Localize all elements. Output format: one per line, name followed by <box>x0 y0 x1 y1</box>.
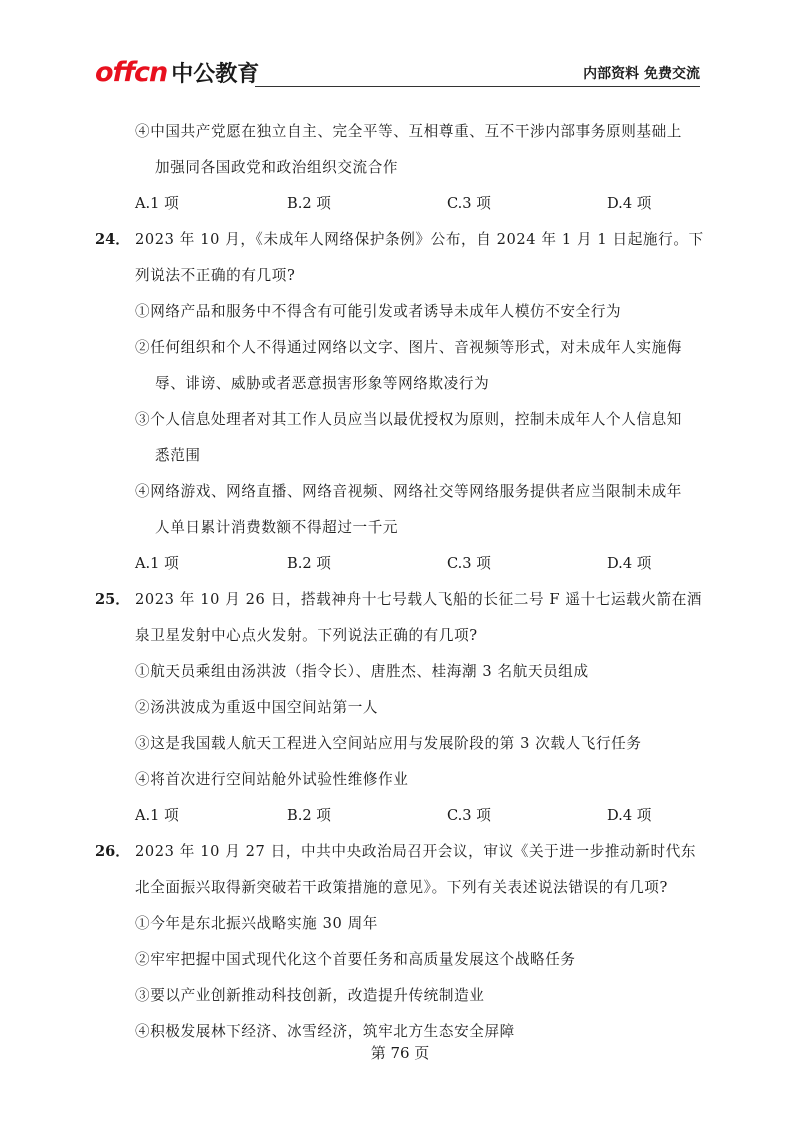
q26-number: 26． <box>95 843 130 860</box>
q24-item3-line2: 悉范围 <box>155 447 201 464</box>
offcn-logo <box>95 58 259 90</box>
q23-option-b: B.2 项 <box>287 195 331 212</box>
q24-option-c: C.3 项 <box>447 555 491 572</box>
q25-item3: ③这是我国载人航天工程进入空间站应用与发展阶段的第 3 次载人飞行任务 <box>135 735 642 752</box>
q24-option-a: A.1 项 <box>135 555 179 572</box>
q26-stem-line1: 2023 年 10 月 27 日，中共中央政治局召开会议，审议《关于进一步推动新时代东 <box>135 843 697 860</box>
q24-item3-line1: ③个人信息处理者对其工作人员应当以最优授权为原则，控制未成年人个人信息知 <box>135 411 682 428</box>
q26-item4: ④积极发展林下经济、冰雪经济，筑牢北方生态安全屏障 <box>135 1023 515 1040</box>
q25-item2: ②汤洪波成为重返中国空间站第一人 <box>135 699 379 716</box>
q26-item1: ①今年是东北振兴战略实施 30 周年 <box>135 915 378 932</box>
header-rule <box>255 86 700 87</box>
q25-stem-line2: 泉卫星发射中心点火发射。下列说法正确的有几项? <box>135 627 478 644</box>
page-number: 第 76 页 <box>370 1044 430 1062</box>
q25-option-b: B.2 项 <box>287 807 331 824</box>
q24-item4-line1: ④网络游戏、网络直播、网络音视频、网络社交等网络服务提供者应当限制未成年 <box>135 483 682 500</box>
q26-item3: ③要以产业创新推动科技创新，改造提升传统制造业 <box>135 987 485 1004</box>
q24-item2-line1: ②任何组织和个人不得通过网络以文字、图片、音视频等形式，对未成年人实施侮 <box>135 339 682 356</box>
q26-stem-line2: 北全面振兴取得新突破若干政策措施的意见》。下列有关表述说法错误的有几项? <box>135 879 668 896</box>
q25-option-d: D.4 项 <box>607 807 652 824</box>
q24-item4-line2: 人单日累计消费数额不得超过一千元 <box>155 519 399 536</box>
page-header <box>95 58 700 88</box>
q23-option-c: C.3 项 <box>447 195 491 212</box>
q25-number: 25． <box>95 591 130 608</box>
q24-stem-line2: 列说法不正确的有几项? <box>135 267 296 284</box>
q24-stem-line1: 2023 年 10 月，《未成年人网络保护条例》公布，自 2024 年 1 月 1 日起施行。下 <box>135 231 704 248</box>
q25-item1: ①航天员乘组由汤洪波（指令长）、唐胜杰、桂海潮 3 名航天员组成 <box>135 663 589 680</box>
q24-option-b: B.2 项 <box>287 555 331 572</box>
header-note: 内部资料 免费交流 <box>583 66 700 82</box>
q26-item2: ②牢牢把握中国式现代化这个首要任务和高质量发展这个战略任务 <box>135 951 576 968</box>
q25-stem-line1: 2023 年 10 月 26 日，搭载神舟十七号载人飞船的长征二号 F 遥十七运载火箭在酒 <box>135 591 703 608</box>
q25-item4: ④将首次进行空间站舱外试验性维修作业 <box>135 771 409 788</box>
q24-option-d: D.4 项 <box>607 555 652 572</box>
logo-text-cn: 中公教育 <box>171 62 260 87</box>
q23-item4-line1: ④中国共产党愿在独立自主、完全平等、互相尊重、互不干涉内部事务原则基础上 <box>135 123 682 140</box>
logo-text-en: offcn <box>95 57 168 88</box>
q23-option-a: A.1 项 <box>135 195 179 212</box>
q23-item4-line2: 加强同各国政党和政治组织交流合作 <box>155 159 399 176</box>
q24-number: 24． <box>95 231 130 248</box>
q24-item2-line2: 辱、诽谤、威胁或者恶意损害形象等网络欺凌行为 <box>155 375 490 392</box>
q25-option-a: A.1 项 <box>135 807 179 824</box>
q23-option-d: D.4 项 <box>607 195 652 212</box>
q25-option-c: C.3 项 <box>447 807 491 824</box>
q24-item1: ①网络产品和服务中不得含有可能引发或者诱导未成年人模仿不安全行为 <box>135 303 622 320</box>
